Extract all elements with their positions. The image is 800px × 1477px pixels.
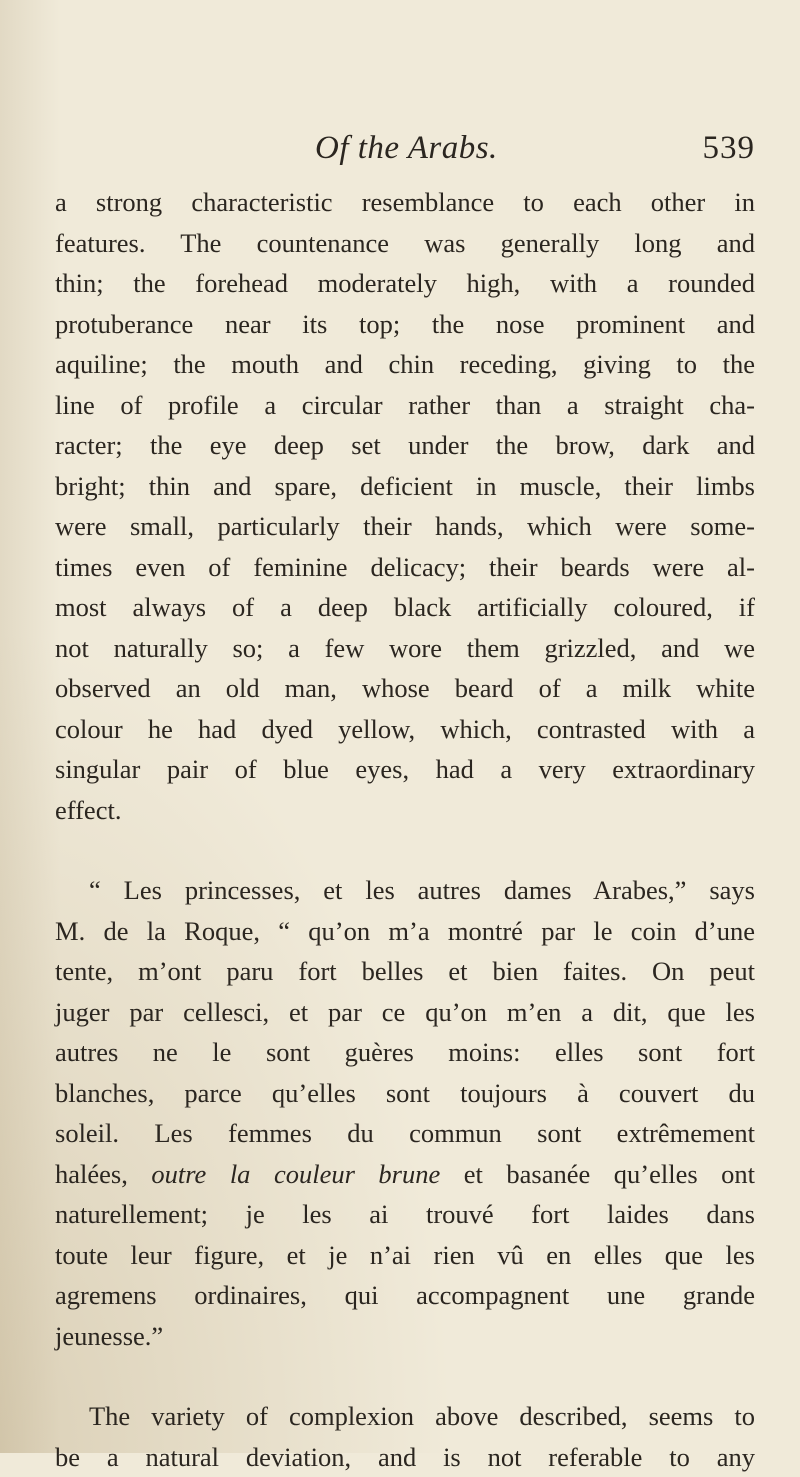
text-line: singular pair of blue eyes, had a very extraordinary: [55, 749, 755, 790]
paragraph-1: [55, 182, 755, 830]
text-line: naturellement; je les ai trouvé fort laides dans: [55, 1194, 755, 1235]
paragraph-2: [55, 870, 755, 1356]
text-line: tente, m’ont paru fort belles et bien faites. On peut: [55, 951, 755, 992]
text-line: aquiline; the mouth and chin receding, giving to the: [55, 344, 755, 385]
text-line: a strong characteristic resemblance to each other in: [55, 182, 755, 223]
text-line: times even of feminine delicacy; their beards were al-: [55, 547, 755, 588]
text-line: racter; the eye deep set under the brow, dark and: [55, 425, 755, 466]
italic-text-segment: outre la couleur brune: [151, 1159, 440, 1189]
text-line: features. The countenance was generally long and: [55, 223, 755, 264]
text-line: The variety of complexion above described, seems to: [55, 1396, 755, 1437]
text-line: protuberance near its top; the nose prominent and: [55, 304, 755, 345]
paragraph-gap: [55, 1356, 755, 1396]
text-line: most always of a deep black artificially coloured, if: [55, 587, 755, 628]
text-line: toute leur figure, et je n’ai rien vû en elles que les: [55, 1235, 755, 1276]
page-number: 539: [703, 130, 756, 167]
text-line: observed an old man, whose beard of a milk white: [55, 668, 755, 709]
text-line: colour he had dyed yellow, which, contrasted with a: [55, 709, 755, 750]
text-line: blanches, parce qu’elles sont toujours à couvert du: [55, 1073, 755, 1114]
text-segment: et basanée qu’elles ont: [464, 1159, 755, 1189]
text-line: be a natural deviation, and is not referable to any: [55, 1437, 755, 1477]
paragraph-gap: [55, 830, 755, 870]
text-line: were small, particularly their hands, which were some-: [55, 506, 755, 547]
text-line: effect.: [55, 790, 755, 831]
text-line: soleil. Les femmes du commun sont extrêmement: [55, 1113, 755, 1154]
text-segment: halées,: [55, 1159, 128, 1189]
text-line: not naturally so; a few wore them grizzled, and we: [55, 628, 755, 669]
text-line: line of profile a circular rather than a straight cha-: [55, 385, 755, 426]
text-line: bright; thin and spare, deficient in muscle, their limbs: [55, 466, 755, 507]
body-text: [55, 182, 755, 1477]
page-header: [55, 130, 755, 175]
text-line: “ Les princesses, et les autres dames Arabes,” says: [55, 870, 755, 911]
text-line: jeunesse.”: [55, 1316, 755, 1357]
paragraph-3: [55, 1396, 755, 1477]
text-line: thin; the forehead moderately high, with a rounded: [55, 263, 755, 304]
text-line: autres ne le sont guères moins: elles sont fort: [55, 1032, 755, 1073]
text-line: M. de la Roque, “ qu’on m’a montré par le coin d’une: [55, 911, 755, 952]
running-head: Of the Arabs.: [315, 130, 498, 167]
text-line: juger par cellesci, et par ce qu’on m’en a dit, que les: [55, 992, 755, 1033]
text-line: agremens ordinaires, qui accompagnent une grande: [55, 1275, 755, 1316]
text-line-mixed: [55, 1154, 755, 1195]
